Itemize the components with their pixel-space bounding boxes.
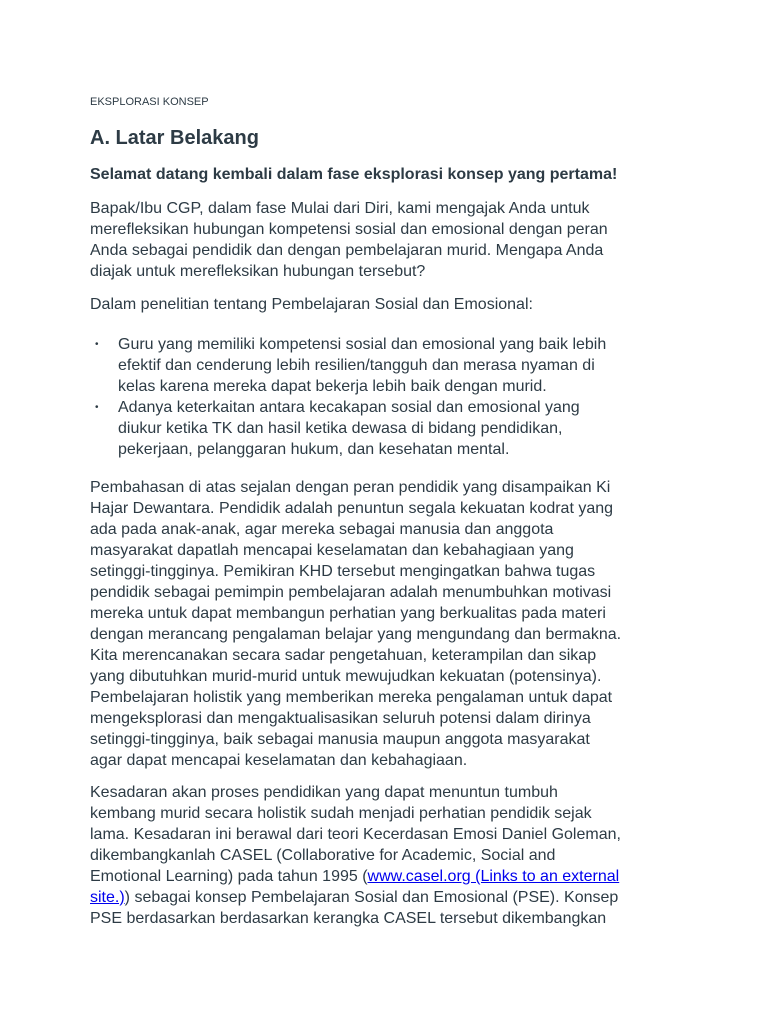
paragraph-research-intro [90,294,690,315]
paragraph-line: diajak untuk merefleksikan hubungan tersebut? [90,263,426,280]
paragraph-line: masyarakat dapatlah mencapai keselamatan dan kebahagiaan yang [90,542,574,559]
paragraph-line: Dalam penelitian tentang Pembelajaran Sosial dan Emosional: [90,296,533,313]
list-item-line: pekerjaan, pelanggaran hukum, dan kesehatan mental. [118,441,510,458]
paragraph-line: mengeksplorasi dan mengaktualisasikan seluruh potensi dalam dirinya [90,710,591,727]
casel-link-continued[interactable]: site.) [90,889,125,906]
paragraph-line: lama. Kesadaran ini berawal dari teori Kecerdasan Emosi Daniel Goleman, [90,826,621,843]
bullet-icon: • [95,339,99,350]
paragraph-line: pendidik sebagai pemimpin pembelajaran adalah menumbuhkan motivasi [90,584,612,601]
paragraph-line: agar dapat mencapai keselamatan dan kebahagiaan. [90,752,468,769]
paragraph-khd [90,477,690,771]
paragraph-line: dengan merancang pengalaman belajar yang mengundang dan bermakna. [90,626,622,643]
paragraph-text: Emotional Learning) pada tahun 1995 ( [90,868,368,885]
paragraph-line: Pembahasan di atas sejalan dengan peran pendidik yang disampaikan Ki [90,479,611,496]
paragraph-reflection [90,198,690,282]
paragraph-line: Bapak/Ibu CGP, dalam fase Mulai dari Diri, kami mengajak Anda untuk [90,200,590,217]
paragraph-line: PSE berdasarkan berdasarkan kerangka CASEL tersebut dikembangkan [90,910,607,927]
intro-statement: Selamat datang kembali dalam fase eksplorasi konsep yang pertama! [90,166,618,183]
paragraph-line: setinggi-tingginya, baik sebagai manusia maupun anggota masyarakat [90,731,590,748]
list-item-line: diukur ketika TK dan hasil ketika dewasa di bidang pendidikan, [118,420,563,437]
paragraph-line: Anda sebagai pendidik dan dengan pembelajaran murid. Mengapa Anda [90,242,604,259]
casel-link[interactable]: www.casel.org (Links to an external [367,868,620,885]
research-findings-list [90,334,690,460]
paragraph-text: ) sebagai konsep Pembelajaran Sosial dan Emosional (PSE). Konsep [124,889,619,906]
list-item-line: Adanya keterkaitan antara kecakapan sosial dan emosional yang [118,399,580,416]
paragraph-line [90,887,690,908]
bullet-icon: • [95,402,99,413]
paragraph-line [90,866,690,887]
paragraph-line: kembang murid secara holistik sudah menjadi perhatian pendidik sejak [90,805,592,822]
paragraph-line: Pembelajaran holistik yang memberikan mereka pengalaman untuk dapat [90,689,613,706]
list-item-line: kelas karena mereka dapat bekerja lebih baik dengan murid. [118,378,547,395]
list-item-line: Guru yang memiliki kompetensi sosial dan emosional yang baik lebih [118,336,607,353]
list-item [90,334,690,397]
paragraph-line: ada pada anak-anak, agar mereka sebagai manusia dan anggota [90,521,554,538]
paragraph-line: setinggi-tingginya. Pemikiran KHD tersebut mengingatkan bahwa tugas [90,563,596,580]
section-label: EKSPLORASI KONSEP [90,96,209,108]
paragraph-line: merefleksikan hubungan kompetensi sosial dan emosional dengan peran [90,221,608,238]
list-item [90,397,690,460]
paragraph-line: Kita merencanakan secara sadar pengetahuan, keterampilan dan sikap [90,647,597,664]
paragraph-line: mereka untuk dapat membangun perhatian yang berkualitas pada materi [90,605,606,622]
paragraph-line: dikembangkanlah CASEL (Collaborative for Academic, Social and [90,847,556,864]
paragraph-line: yang dibutuhkan murid-murid untuk mewujudkan kekuatan (potensinya). [90,668,602,685]
paragraph-casel [90,782,690,929]
paragraph-line: Hajar Dewantara. Pendidik adalah penuntun segala kekuatan kodrat yang [90,500,614,517]
paragraph-line: Kesadaran akan proses pendidikan yang dapat menuntun tumbuh [90,784,558,801]
list-item-line: efektif dan cenderung lebih resilien/tangguh dan merasa nyaman di [118,357,595,374]
page-title: A. Latar Belakang [90,127,259,149]
